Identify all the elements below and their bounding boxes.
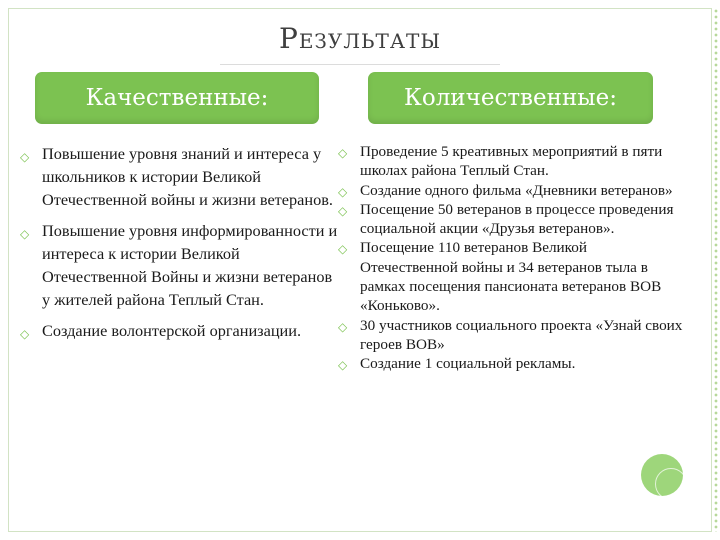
list-item xyxy=(338,181,683,200)
list-item xyxy=(338,354,683,373)
quantitative-header xyxy=(368,72,653,124)
diamond-bullet-icon: ◇ xyxy=(338,358,348,373)
list-item xyxy=(338,238,683,315)
list-item xyxy=(338,316,683,355)
list-item-text: Создание волонтерской организации. xyxy=(42,321,302,340)
diamond-bullet-icon: ◇ xyxy=(338,203,348,218)
list-item-text: Повышение уровня информированности и интереса к истории Великой Отечественной Войны и жизни ветеранов у жителей района Теплый Стан. xyxy=(42,221,338,309)
quantitative-list xyxy=(338,142,683,374)
title-divider xyxy=(220,64,500,65)
qualitative-header xyxy=(35,72,319,124)
diamond-bullet-icon: ◇ xyxy=(20,327,30,341)
decorative-dotted-border xyxy=(713,8,719,532)
list-item-text: Посещение 50 ветеранов в процессе проведения социальной акции «Друзья ветеранов». xyxy=(360,200,674,238)
list-item-text: Посещение 110 ветеранов Великой Отечественной войны и 34 ветеранов тыла в рамках посещения пансионата ветеранов ВОВ «Коньково». xyxy=(360,239,662,315)
list-item xyxy=(338,200,683,239)
list-item-text: Повышение уровня знаний и интереса у школьников к истории Великой Отечественной войны и жизни ветеранов. xyxy=(42,144,333,209)
list-item xyxy=(20,219,340,311)
diamond-bullet-icon: ◇ xyxy=(338,319,348,334)
list-item-text: Создание 1 социальной рекламы. xyxy=(360,355,576,373)
qualitative-list xyxy=(20,142,340,350)
slide-title: Результаты xyxy=(278,22,442,55)
diamond-bullet-icon: ◇ xyxy=(20,150,30,164)
quantitative-header-label: Количественные: xyxy=(404,85,617,111)
decorative-ring xyxy=(655,468,687,500)
qualitative-header-label: Качественные: xyxy=(85,85,269,111)
diamond-bullet-icon: ◇ xyxy=(338,184,348,199)
list-item xyxy=(20,319,340,342)
list-item-text: Создание одного фильма «Дневники ветеранов» xyxy=(360,181,673,199)
list-item-text: 30 участников социального проекта «Узнай своих героев ВОВ» xyxy=(360,316,683,353)
list-item-text: Проведение 5 креативных мероприятий в пяти школах района Теплый Стан. xyxy=(360,143,663,180)
diamond-bullet-icon: ◇ xyxy=(20,227,30,241)
diamond-bullet-icon: ◇ xyxy=(338,146,348,160)
list-item xyxy=(338,142,683,181)
list-item xyxy=(20,142,340,211)
diamond-bullet-icon: ◇ xyxy=(338,242,348,257)
